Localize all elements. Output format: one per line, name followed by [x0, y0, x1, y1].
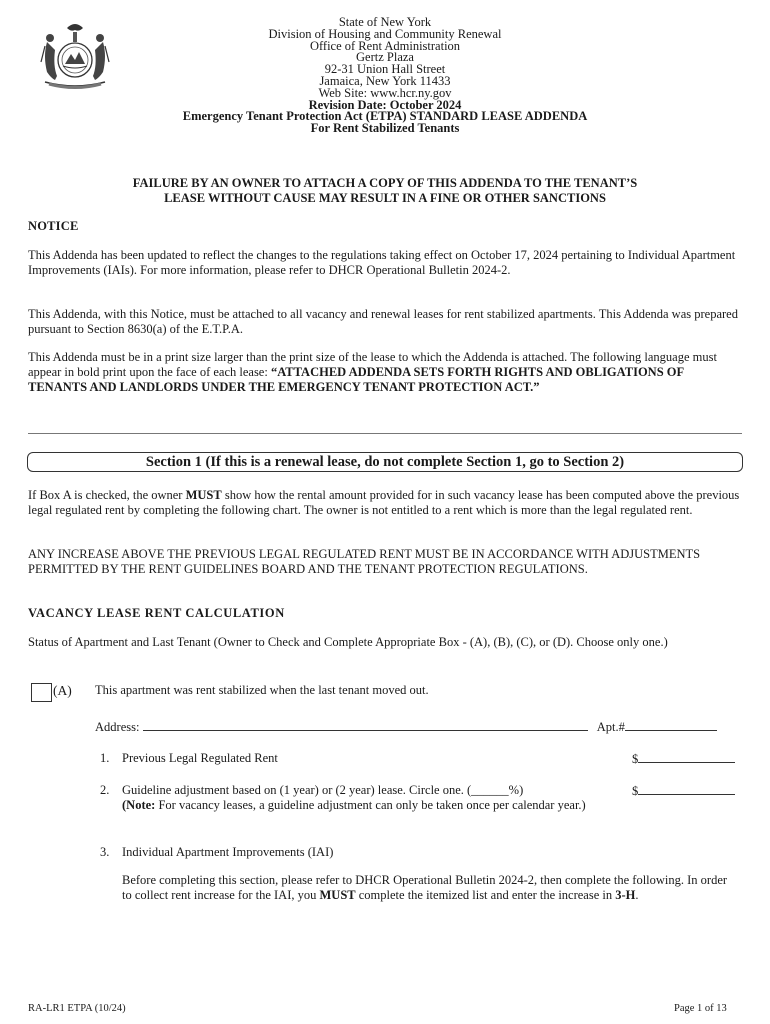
item-2-amount — [632, 783, 735, 799]
text: Guideline adjustment based on (1 year) or (2 year) lease. Circle one. ( — [122, 783, 472, 797]
dollar-sign: $ — [632, 752, 639, 766]
guideline-amount-field[interactable] — [638, 783, 735, 795]
notice-paragraph-3 — [28, 350, 740, 394]
text: %) — [508, 783, 524, 797]
emphasis: MUST — [319, 887, 356, 902]
address-label: Address: — [95, 720, 140, 734]
address-row — [95, 719, 717, 735]
document-subtitle: For Rent Stabilized Tenants — [310, 121, 460, 136]
emphasis: MUST — [185, 488, 222, 502]
header-line: Jamaica, New York 11433 — [319, 73, 451, 88]
note-text: For vacancy leases, a guideline adjustment can only be taken once per calendar year.) — [155, 797, 586, 812]
notice-heading: NOTICE — [28, 219, 79, 233]
box-a-text: This apartment was rent stabilized when the last tenant moved out. — [95, 683, 429, 697]
item-3-text: Individual Apartment Improvements (IAI) — [122, 845, 334, 859]
address-field[interactable] — [143, 719, 588, 731]
box-a-label: (A) — [53, 683, 72, 698]
header-line: Office of Rent Administration — [309, 38, 461, 53]
item-2-text — [122, 783, 602, 813]
text: If Box A is checked, the owner — [28, 488, 186, 502]
reference: 3-H — [615, 887, 636, 902]
text: show how the rental amount provided for in such vacancy lease has been computed above the previous legal regulated rent by completing the following chart. The owner is not entitled to a rent which is more than the legal regulated rent. — [28, 488, 740, 517]
text: . — [635, 887, 639, 902]
header-line: Web Site: www.hcr.ny.gov — [318, 85, 452, 100]
item-3-number: 3. — [100, 845, 110, 859]
required-bold-language: “ATTACHED ADDENDA SETS FORTH RIGHTS AND OBLIGATIONS OF TENANTS AND LANDLORDS UNDER THE EMERGENCY TENANT PROTECTION ACT.” — [28, 364, 684, 394]
note-label: (Note: — [122, 797, 156, 812]
revision-date: Revision Date: October 2024 — [308, 97, 462, 112]
apt-field[interactable] — [625, 719, 717, 731]
apt-label: Apt.# — [596, 720, 625, 734]
item-1-number: 1. — [100, 751, 110, 765]
section-1-title: Section 1 (If this is a renewal lease, do not complete Section 1, go to Section 2) — [27, 452, 743, 472]
agency-header — [0, 17, 770, 135]
status-instructions: Status of Apartment and Last Tenant (Owner to Check and Complete Appropriate Box - (A), (B), (C), or (D). Choose only one.) — [28, 635, 668, 649]
text: complete the itemized list and enter the increase in — [355, 887, 616, 902]
warning-line: LEASE WITHOUT CAUSE MAY RESULT IN A FINE OR OTHER SANCTIONS — [164, 191, 606, 205]
notice-paragraph-2: This Addenda, with this Notice, must be attached to all vacancy and renewal leases for rent stabilized apartments. This Addenda was prepared pursuant to Section 8630(a) of the E.T.P.A. — [28, 307, 738, 336]
item-2-number: 2. — [100, 783, 110, 797]
header-line: State of New York — [338, 15, 432, 29]
notice-p3-text: This Addenda must be in a print size larger than the print size of the lease to which the Addenda is attached. The following language must appear in bold print upon the face of each lease: — [28, 350, 717, 379]
header-line: Gertz Plaza — [356, 50, 414, 65]
previous-rent-field[interactable] — [638, 751, 735, 763]
page-number: Page 1 of 13 — [674, 1003, 727, 1014]
item-1-amount — [632, 751, 735, 767]
vacancy-calculation-heading: VACANCY LEASE RENT CALCULATION — [28, 606, 285, 620]
sanctions-warning — [40, 176, 730, 206]
warning-line: FAILURE BY AN OWNER TO ATTACH A COPY OF THIS ADDENDA TO THE TENANT’S — [132, 176, 638, 190]
notice-paragraph-1: This Addenda has been updated to reflect the changes to the regulations taking effect on October 17, 2024 pertaining to Individual Apartment Improvements (IAIs). For more information, please refer to DHCR Operational Bulletin 2024-2. — [28, 248, 736, 277]
box-a-checkbox[interactable] — [31, 683, 52, 702]
guideline-percent-field[interactable]: ______ — [471, 783, 509, 797]
text: Before completing this section, please refer to DHCR Operational Bulletin 2024-2, then complete the following. In order to collect rent increase for the IAI, you — [122, 873, 728, 902]
header-line: Division of Housing and Community Renewal — [268, 26, 502, 41]
section-1-paragraph-1 — [28, 488, 740, 518]
document-title: Emergency Tenant Protection Act (ETPA) STANDARD LEASE ADDENDA — [182, 109, 588, 124]
form-id: RA-LR1 ETPA (10/24) — [28, 1003, 126, 1014]
section-1-paragraph-2: ANY INCREASE ABOVE THE PREVIOUS LEGAL REGULATED RENT MUST BE IN ACCORDANCE WITH ADJUSTMENTS PERMITTED BY THE RENT GUIDELINES BOARD AND THE TENANT PROTECTION REGULATIONS. — [28, 547, 701, 576]
header-line: 92-31 Union Hall Street — [324, 62, 446, 77]
item-1-text: Previous Legal Regulated Rent — [122, 751, 278, 765]
divider — [28, 433, 742, 434]
dollar-sign: $ — [632, 784, 639, 798]
item-3-instructions — [122, 873, 734, 903]
